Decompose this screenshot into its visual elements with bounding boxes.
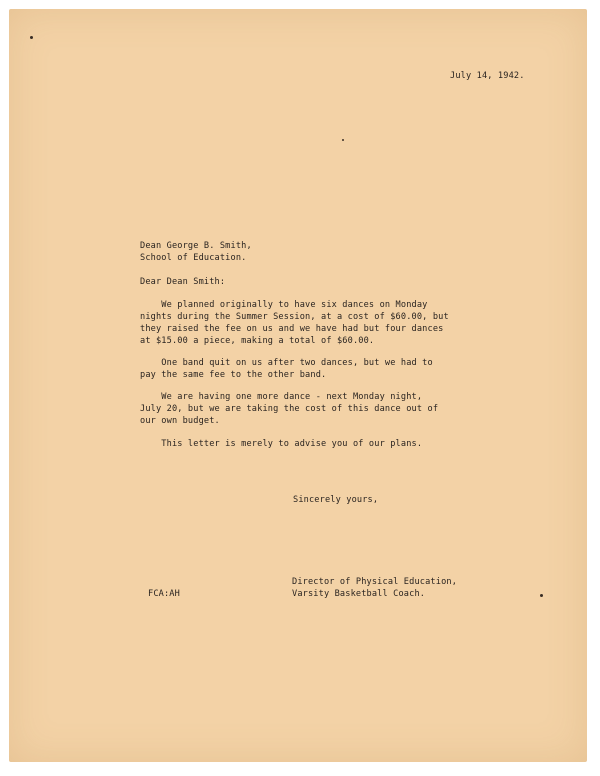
body-paragraph-2: One band quit on us after two dances, but we had to pay the same fee to the other band. xyxy=(140,358,433,380)
letter-page xyxy=(9,9,587,762)
recipient-department: School of Education. xyxy=(140,253,247,263)
signature-title-line-1: Director of Physical Education, xyxy=(292,577,458,587)
typist-initials: FCA:AH xyxy=(148,589,180,599)
body-paragraph-4: This letter is merely to advise you of our plans. xyxy=(140,439,423,449)
letter-date: July 14, 1942. xyxy=(450,71,525,81)
salutation: Dear Dean Smith: xyxy=(140,277,226,287)
paper-speck xyxy=(30,36,33,39)
closing: Sincerely yours, xyxy=(293,495,379,505)
paper-speck xyxy=(540,594,543,597)
recipient-name: Dean George B. Smith, xyxy=(140,241,252,251)
body-paragraph-1: We planned originally to have six dances on Monday nights during the Summer Session, at a cost of $60.00, but they raised the fee on us and we have had but four dances at $15.00 a piece, making a total of $60.00. xyxy=(140,300,449,346)
signature-title-line-2: Varsity Basketball Coach. xyxy=(292,589,426,599)
paper-speck xyxy=(342,139,344,141)
body-paragraph-3: We are having one more dance - next Monday night, July 20, but we are taking the cost of this dance out of our own budget. xyxy=(140,392,439,426)
